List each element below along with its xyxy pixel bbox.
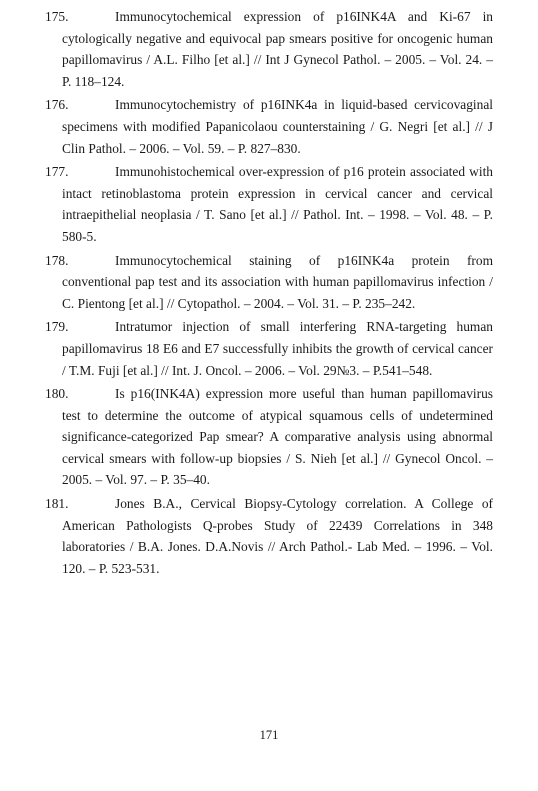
reference-number: 177. — [45, 164, 69, 180]
reference-text: Jones B.A., Cervical Biopsy-Cytology correlation. A College of American Pathologists Q-probes Study of 22439 Correlations in 348 laboratories / B.A. Jones. D.A.Novis // Arch Pathol.- Lab Med. – 1996. – Vol. 120. – P. 523-531. — [62, 496, 493, 576]
reference-text: Immunohistochemical over-expression of p16 protein associated with intact retinoblastoma protein expression in cervical cancer and cervical intraepithelial neoplasia / T. Sano [et al.] // Pathol. Int. – 1998. – Vol. 48. – P. 580-5. — [62, 164, 493, 244]
reference-number: 179. — [45, 319, 69, 335]
reference-number: 175. — [45, 9, 69, 24]
reference-item — [45, 316, 493, 381]
page-number: 171 — [259, 728, 279, 742]
reference-number: 181. — [45, 496, 69, 512]
reference-text: Immunocytochemistry of p16INK4a in liquid-based cervicovaginal specimens with modified Papanicolaou counterstaining / G. Negri [et al.] // J Clin Pathol. – 2006. – Vol. 59. – P. 827–830. — [62, 97, 493, 156]
reference-item — [45, 94, 493, 159]
reference-text: Immunocytochemical staining of p16INK4a protein from conventional pap test and its association with human papillomavirus infection / C. Pientong [et al.] // Cytopathol. – 2004. – Vol. 31. – P. 235–242. — [62, 252, 493, 311]
reference-text: Intratumor injection of small interfering RNA-targeting human papillomavirus 18 E6 and E7 successfully inhibits the growth of cervical cancer / T.M. Fuji [et al.] // Int. J. Oncol. – 2006. – Vol. 29№3. – P.541–548. — [62, 319, 493, 378]
reference-item — [45, 493, 493, 579]
reference-text: Is p16(INK4A) expression more useful than human papillomavirus test to determine the outcome of atypical squamous cells of undetermined significance-categorized Pap smear? A comparative analysis using abnormal cervical smears with follow-up biopsies / S. Nieh [et al.] // Gynecol Oncol. – 2005. – Vol. 97. – P. 35–40. — [62, 386, 493, 488]
reference-item — [45, 383, 493, 491]
reference-text: Immunocytochemical expression of p16INK4A and Ki-67 in cytologically negative and equivocal pap smears positive for oncogenic human papillomavirus / A.L. Filho [et al.] // Int J Gynecol Pathol. – 2005. – Vol. 24. – P. 118–124. — [62, 9, 493, 89]
reference-list — [45, 6, 493, 581]
reference-item — [45, 250, 493, 315]
reference-number: 178. — [45, 252, 69, 268]
reference-item — [45, 161, 493, 247]
reference-number: 176. — [45, 97, 69, 113]
reference-item — [45, 6, 493, 92]
reference-number: 180. — [45, 386, 69, 402]
